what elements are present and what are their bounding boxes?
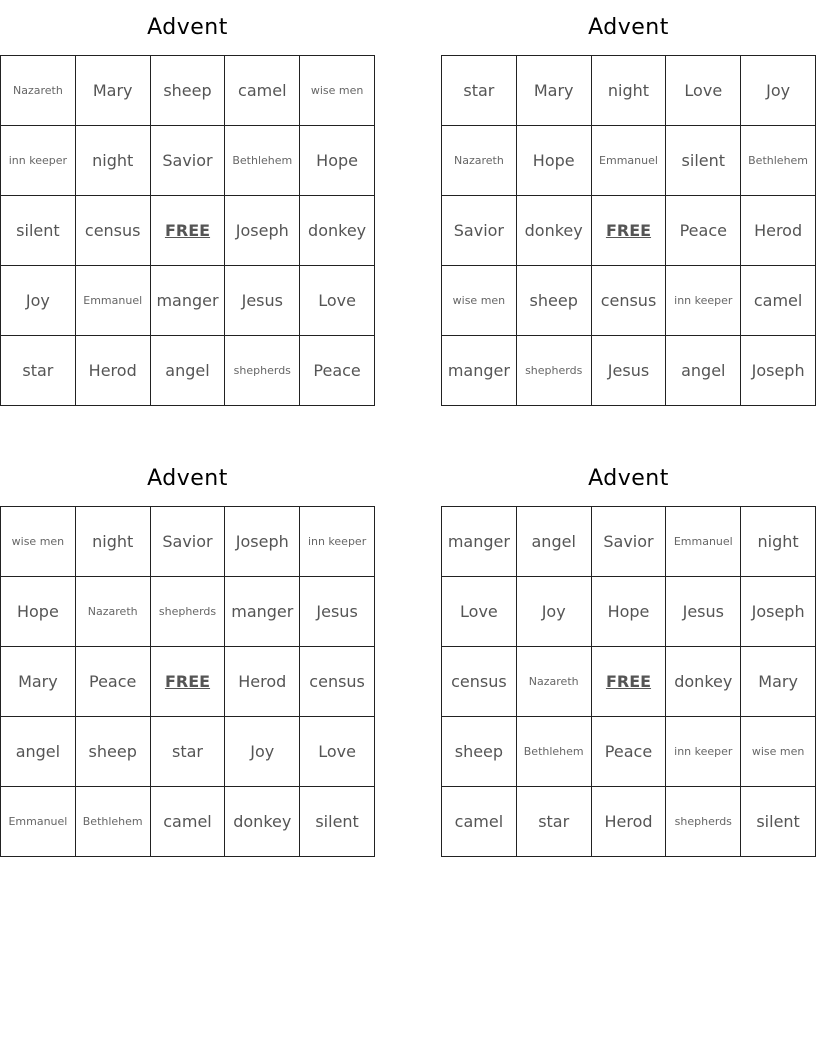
bingo-cell[interactable]: silent	[1, 196, 76, 266]
bingo-cell[interactable]: angel	[517, 507, 592, 577]
bingo-cell[interactable]: Jesus	[592, 336, 667, 406]
bingo-cell[interactable]: star	[151, 717, 226, 787]
bingo-grid	[0, 55, 375, 406]
bingo-cell[interactable]: inn keeper	[300, 507, 375, 577]
bingo-cell[interactable]: sheep	[442, 717, 517, 787]
bingo-cell[interactable]: silent	[666, 126, 741, 196]
bingo-cell[interactable]: Savior	[442, 196, 517, 266]
bingo-cell[interactable]: sheep	[151, 56, 226, 126]
bingo-cell[interactable]: shepherds	[517, 336, 592, 406]
free-space-cell[interactable]: FREE	[592, 647, 667, 717]
bingo-cell[interactable]: Savior	[151, 507, 226, 577]
bingo-cell[interactable]: Herod	[225, 647, 300, 717]
bingo-cell[interactable]: Jesus	[225, 266, 300, 336]
bingo-grid	[441, 55, 816, 406]
bingo-cell[interactable]: Love	[300, 717, 375, 787]
bingo-cell[interactable]: camel	[741, 266, 816, 336]
bingo-card-2	[441, 0, 816, 406]
bingo-cell[interactable]: Bethlehem	[741, 126, 816, 196]
bingo-cell[interactable]: Hope	[592, 577, 667, 647]
bingo-cell[interactable]: Jesus	[300, 577, 375, 647]
bingo-card-3	[0, 451, 375, 857]
bingo-cell[interactable]: Love	[442, 577, 517, 647]
bingo-grid	[0, 506, 375, 857]
bingo-cell[interactable]: star	[442, 56, 517, 126]
bingo-cell[interactable]: star	[1, 336, 76, 406]
free-space-cell[interactable]: FREE	[151, 647, 226, 717]
bingo-cell[interactable]: Joseph	[741, 336, 816, 406]
bingo-cell[interactable]: manger	[151, 266, 226, 336]
bingo-cell[interactable]: sheep	[76, 717, 151, 787]
bingo-cell[interactable]: night	[592, 56, 667, 126]
bingo-card-1	[0, 0, 375, 406]
bingo-cell[interactable]: Love	[300, 266, 375, 336]
bingo-cell[interactable]: donkey	[517, 196, 592, 266]
bingo-cell[interactable]: census	[76, 196, 151, 266]
bingo-cell[interactable]: star	[517, 787, 592, 857]
bingo-cell[interactable]: manger	[442, 336, 517, 406]
bingo-cell[interactable]: shepherds	[666, 787, 741, 857]
bingo-cell[interactable]: Bethlehem	[76, 787, 151, 857]
free-space-cell[interactable]: FREE	[592, 196, 667, 266]
bingo-cell[interactable]: Mary	[741, 647, 816, 717]
bingo-cell[interactable]: Emmanuel	[76, 266, 151, 336]
bingo-cell[interactable]: shepherds	[225, 336, 300, 406]
card-title: Advent	[147, 15, 228, 40]
bingo-cell[interactable]: Nazareth	[76, 577, 151, 647]
bingo-cell[interactable]: Joy	[225, 717, 300, 787]
bingo-cell[interactable]: Bethlehem	[517, 717, 592, 787]
bingo-cell[interactable]: angel	[151, 336, 226, 406]
bingo-cell[interactable]: donkey	[300, 196, 375, 266]
bingo-cell[interactable]: Emmanuel	[592, 126, 667, 196]
bingo-cell[interactable]: Nazareth	[1, 56, 76, 126]
bingo-cell[interactable]: Joseph	[225, 507, 300, 577]
bingo-cell[interactable]: camel	[442, 787, 517, 857]
bingo-cell[interactable]: Hope	[517, 126, 592, 196]
bingo-cell[interactable]: Jesus	[666, 577, 741, 647]
bingo-cell[interactable]: inn keeper	[666, 717, 741, 787]
bingo-cell[interactable]: Emmanuel	[666, 507, 741, 577]
bingo-cell[interactable]: census	[592, 266, 667, 336]
bingo-cell[interactable]: Joseph	[741, 577, 816, 647]
bingo-cell[interactable]: night	[76, 126, 151, 196]
bingo-cell[interactable]: Love	[666, 56, 741, 126]
bingo-cell[interactable]: silent	[741, 787, 816, 857]
bingo-cell[interactable]: Peace	[76, 647, 151, 717]
bingo-cell[interactable]: wise men	[1, 507, 76, 577]
bingo-cell[interactable]: Mary	[1, 647, 76, 717]
bingo-cell[interactable]: manger	[442, 507, 517, 577]
bingo-cell[interactable]: Hope	[300, 126, 375, 196]
bingo-cell[interactable]: Joseph	[225, 196, 300, 266]
bingo-cell[interactable]: Joy	[1, 266, 76, 336]
bingo-grid	[441, 506, 816, 857]
bingo-cell[interactable]: silent	[300, 787, 375, 857]
bingo-cell[interactable]: Savior	[592, 507, 667, 577]
bingo-cell[interactable]: Peace	[300, 336, 375, 406]
bingo-cell[interactable]: Peace	[592, 717, 667, 787]
bingo-cell[interactable]: inn keeper	[1, 126, 76, 196]
card-title: Advent	[588, 466, 669, 491]
bingo-cell[interactable]: donkey	[225, 787, 300, 857]
bingo-cell[interactable]: Mary	[76, 56, 151, 126]
bingo-cell[interactable]: Savior	[151, 126, 226, 196]
card-title: Advent	[588, 15, 669, 40]
bingo-cell[interactable]: angel	[1, 717, 76, 787]
bingo-cell[interactable]: Nazareth	[442, 126, 517, 196]
bingo-cell[interactable]: Joy	[517, 577, 592, 647]
bingo-cell[interactable]: shepherds	[151, 577, 226, 647]
free-space-cell[interactable]: FREE	[151, 196, 226, 266]
bingo-cell[interactable]: Bethlehem	[225, 126, 300, 196]
bingo-cell[interactable]: inn keeper	[666, 266, 741, 336]
bingo-cell[interactable]: Emmanuel	[1, 787, 76, 857]
bingo-cell[interactable]: camel	[151, 787, 226, 857]
bingo-cell[interactable]: Hope	[1, 577, 76, 647]
bingo-cell[interactable]: Joy	[741, 56, 816, 126]
bingo-cell[interactable]: Herod	[741, 196, 816, 266]
bingo-cell[interactable]: night	[76, 507, 151, 577]
bingo-cell[interactable]: donkey	[666, 647, 741, 717]
bingo-cell[interactable]: sheep	[517, 266, 592, 336]
bingo-cell[interactable]: Peace	[666, 196, 741, 266]
bingo-cell[interactable]: wise men	[300, 56, 375, 126]
bingo-card-4	[441, 451, 816, 857]
bingo-cell[interactable]: Herod	[76, 336, 151, 406]
bingo-cell[interactable]: Mary	[517, 56, 592, 126]
bingo-cell[interactable]: wise men	[442, 266, 517, 336]
bingo-cell[interactable]: angel	[666, 336, 741, 406]
bingo-cell[interactable]: Nazareth	[517, 647, 592, 717]
bingo-cell[interactable]: wise men	[741, 717, 816, 787]
bingo-cell[interactable]: census	[442, 647, 517, 717]
bingo-cell[interactable]: camel	[225, 56, 300, 126]
bingo-cell[interactable]: manger	[225, 577, 300, 647]
bingo-cell[interactable]: night	[741, 507, 816, 577]
card-title: Advent	[147, 466, 228, 491]
bingo-cell[interactable]: census	[300, 647, 375, 717]
bingo-cell[interactable]: Herod	[592, 787, 667, 857]
